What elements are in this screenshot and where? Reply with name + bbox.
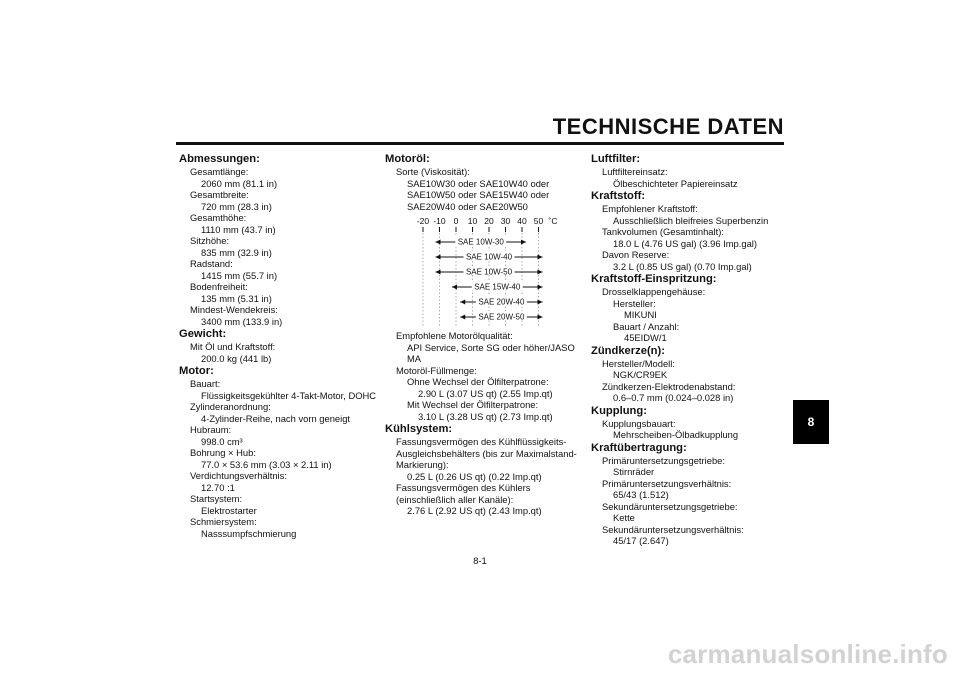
heading-kraftuebertragung: Kraftübertragung: <box>591 441 687 454</box>
value-startsystem: Elektrostarter <box>201 504 257 516</box>
label-sekundaer-getriebe: Sekundäruntersetzungsgetriebe: <box>602 500 738 512</box>
label-gesamtlaenge: Gesamtlänge: <box>190 166 249 177</box>
value-sorte-2: SAE10W50 oder SAE15W40 oder <box>407 189 550 200</box>
value-zk-modell: NGK/CR9EK <box>613 369 668 380</box>
arrow-left <box>460 300 465 305</box>
grade-label: SAE 10W-30 <box>457 237 504 247</box>
watermark: carmanualsonline.info <box>667 639 948 669</box>
heading-einspritzung: Kraftstoff-Einspritzung: <box>591 273 717 285</box>
label-ausgleichsbehaelter-2: Ausgleichsbehälters (bis zur Maximalstand- <box>396 447 577 459</box>
grade-label: SAE 20W-50 <box>478 312 525 322</box>
label-sitzhoehe: Sitzhöhe: <box>190 235 230 246</box>
value-bohrung-hub: 77.0 × 53.6 mm (3.03 × 2.11 in) <box>201 458 332 470</box>
label-ausgleichsbehaelter-1: Fassungsvermögen des Kühlflüssigkeits- <box>396 436 567 447</box>
value-schmiersystem: Nasssumpfschmierung <box>201 527 297 539</box>
arrow-right <box>538 300 543 305</box>
value-verdichtung: 12.70 :1 <box>201 481 235 493</box>
value-hersteller: MIKUNI <box>624 309 657 320</box>
tick-label: 30 <box>500 216 511 226</box>
label-gesamtbreite: Gesamtbreite: <box>190 189 249 200</box>
label-primaer-verhaeltnis: Primäruntersetzungsverhältnis: <box>602 477 732 489</box>
heading-abmessungen: Abmessungen: <box>179 153 260 165</box>
value-kuehler: 2.76 L (2.92 US qt) (2.43 Imp.qt) <box>407 505 542 516</box>
label-schmiersystem: Schmiersystem: <box>190 516 257 527</box>
value-gesamthoehe: 1110 mm (43.7 in) <box>201 223 276 235</box>
tick-label: 10 <box>467 216 478 226</box>
value-wendekreis: 3400 mm (133.9 in) <box>201 315 283 327</box>
heading-zuendkerze: Zündkerze(n): <box>591 344 665 357</box>
grade-label: SAE 15W-40 <box>474 282 521 292</box>
value-sekundaer-verhaeltnis: 45/17 (2.647) <box>613 535 669 546</box>
value-luftfiltereinsatz: Ölbeschichteter Papiereinsatz <box>613 177 738 189</box>
value-sorte-1: SAE10W30 oder SAE10W40 oder <box>407 177 550 189</box>
tick-label: 50 <box>533 216 544 226</box>
grade-label: SAE 20W-40 <box>478 297 525 307</box>
label-bauart-anzahl: Bauart / Anzahl: <box>613 320 680 332</box>
value-primaer-getriebe: Stirnräder <box>613 466 655 477</box>
column-middle <box>385 152 585 517</box>
tick-label: 40 <box>517 216 527 226</box>
label-ohne-wechsel: Ohne Wechsel der Ölfilterpatrone: <box>407 376 549 387</box>
tick-label: -10 <box>433 216 446 226</box>
label-radstand: Radstand: <box>190 258 233 269</box>
value-kupplungsbauart: Mehrscheiben-Ölbadkupplung <box>613 429 739 440</box>
chapter-tab[interactable]: 8 <box>793 400 829 444</box>
viscosity-chart <box>385 214 585 328</box>
value-ohne-wechsel: 2.90 L (3.07 US qt) (2.55 Imp.qt) <box>418 387 553 399</box>
label-gewicht: Mit Öl und Kraftstoff: <box>190 341 276 352</box>
label-zylinderanordnung: Zylinderanordnung: <box>190 401 271 412</box>
label-luftfiltereinsatz: Luftfiltereinsatz: <box>602 166 668 177</box>
value-gewicht: 200.0 kg (441 lb) <box>201 352 272 364</box>
value-hubraum: 998.0 cm³ <box>201 435 243 447</box>
heading-motor: Motor: <box>179 365 214 377</box>
label-zk-modell: Hersteller/Modell: <box>602 357 675 369</box>
value-bauart-anzahl: 45EIDW/1 <box>624 332 667 343</box>
label-sorte: Sorte (Viskosität): <box>396 166 470 177</box>
value-radstand: 1415 mm (55.7 in) <box>201 269 278 281</box>
arrow-right <box>538 315 543 320</box>
value-sorte-3: SAE20W40 oder SAE20W50 <box>407 200 528 212</box>
value-empf-kraftstoff: Ausschließlich bleifreies Superbenzin <box>613 214 769 226</box>
grade-label: SAE 10W-40 <box>465 252 513 262</box>
label-primaer-getriebe: Primäruntersetzungsgetriebe: <box>602 454 725 466</box>
value-gesamtlaenge: 2060 mm (81.1 in) <box>201 177 278 189</box>
arrow-right <box>538 285 543 290</box>
tick-label: 20 <box>484 216 494 226</box>
heading-kupplung: Kupplung: <box>591 404 647 417</box>
label-elektrodenabstand: Zündkerzen-Elektrodenabstand: <box>602 380 736 392</box>
value-sitzhoehe: 835 mm (32.9 in) <box>201 246 272 258</box>
arrow-left <box>436 240 441 245</box>
heading-motoroel: Motoröl: <box>385 153 430 165</box>
value-gesamtbreite: 720 mm (28.3 in) <box>201 200 272 212</box>
label-ausgleichsbehaelter-3: Markierung): <box>396 459 449 470</box>
column-left <box>179 152 379 539</box>
label-kuehler-2: (einschließlich aller Kanäle): <box>396 493 514 505</box>
label-empf-kraftstoff: Empfohlener Kraftstoff: <box>602 203 698 214</box>
arrow-left <box>460 315 465 320</box>
label-tankvolumen: Tankvolumen (Gesamtinhalt): <box>602 226 724 237</box>
label-drosselklappe: Drosselklappengehäuse: <box>602 286 706 297</box>
label-wendekreis: Mindest-Wendekreis: <box>190 304 278 315</box>
page-number: 8-1 <box>473 555 487 566</box>
unit-label: ˚C <box>548 216 558 226</box>
label-reserve: Davon Reserve: <box>602 249 670 260</box>
value-mit-wechsel: 3.10 L (3.28 US qt) (2.73 Imp.qt) <box>418 410 553 422</box>
tick-label: 0 <box>453 216 459 226</box>
column-right <box>591 152 791 547</box>
label-gesamthoehe: Gesamthöhe: <box>190 212 247 223</box>
value-primaer-verhaeltnis: 65/43 (1.512) <box>613 489 669 500</box>
value-oelqualitaet-1: API Service, Sorte SG oder höher/JASO <box>407 341 575 353</box>
arrow-left <box>436 270 441 275</box>
value-oelqualitaet-2: MA <box>407 353 422 364</box>
arrow-left <box>436 255 441 260</box>
value-tankvolumen: 18.0 L (4.76 US gal) (3.96 Imp.gal) <box>613 237 757 249</box>
value-elektrodenabstand: 0.6–0.7 mm (0.024–0.028 in) <box>613 392 734 403</box>
heading-luftfilter: Luftfilter: <box>591 153 641 165</box>
tick-label: -20 <box>416 216 430 226</box>
label-mit-wechsel: Mit Wechsel der Ölfilterpatrone: <box>407 399 539 410</box>
arrow-left <box>452 285 457 290</box>
label-bodenfreiheit: Bodenfreiheit: <box>190 281 248 292</box>
page-title: TECHNISCHE DATEN <box>552 114 784 139</box>
value-reserve: 3.2 L (0.85 US gal) (0.70 Imp.gal) <box>613 260 752 272</box>
label-verdichtung: Verdichtungsverhältnis: <box>190 470 287 481</box>
heading-kraftstoff: Kraftstoff: <box>591 190 646 202</box>
label-hubraum: Hubraum: <box>190 424 232 435</box>
value-zylinderanordnung: 4-Zylinder-Reihe, nach vorn geneigt <box>201 412 351 424</box>
label-hersteller: Hersteller: <box>613 297 656 309</box>
label-kupplungsbauart: Kupplungsbauart: <box>602 417 676 429</box>
arrow-right <box>538 255 543 260</box>
value-bodenfreiheit: 135 mm (5.31 in) <box>201 292 272 304</box>
title-rule <box>176 142 784 145</box>
value-ausgleichsbehaelter: 0.25 L (0.26 US qt) (0.22 Imp.qt) <box>407 470 542 482</box>
label-startsystem: Startsystem: <box>190 493 243 504</box>
label-sekundaer-verhaeltnis: Sekundäruntersetzungsverhältnis: <box>602 523 744 535</box>
label-bauart: Bauart: <box>190 378 221 389</box>
arrow-right <box>521 240 526 245</box>
label-kuehler-1: Fassungsvermögen des Kühlers <box>396 482 531 493</box>
label-oelqualitaet: Empfohlene Motorölqualität: <box>396 330 513 341</box>
grade-label: SAE 10W-50 <box>465 267 513 277</box>
viscosity-chart-svg <box>385 214 585 328</box>
value-bauart: Flüssigkeitsgekühlter 4-Takt-Motor, DOHC <box>201 389 377 401</box>
heading-kuehlsystem: Kühlsystem: <box>385 423 453 435</box>
label-fuellmenge: Motoröl-Füllmenge: <box>396 364 477 376</box>
label-bohrung-hub: Bohrung × Hub: <box>190 447 256 458</box>
heading-gewicht: Gewicht: <box>179 328 227 340</box>
value-sekundaer-getriebe: Kette <box>613 512 635 523</box>
arrow-right <box>538 270 543 275</box>
